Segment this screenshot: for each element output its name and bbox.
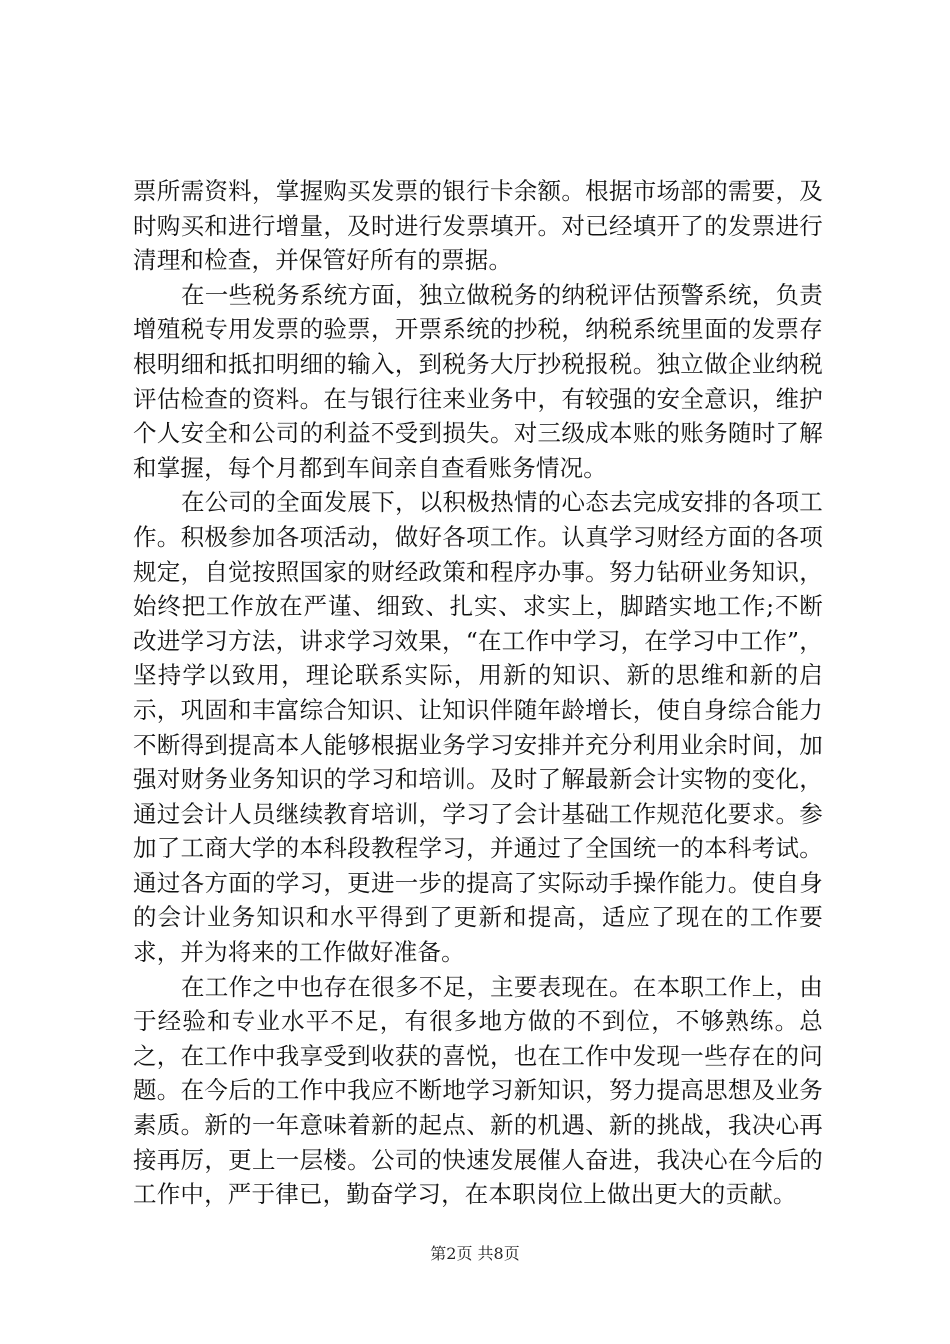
paragraph-development-learning: 在公司的全面发展下，以积极热情的心态去完成安排的各项工作。积极参加各项活动，做好各项工作。认真学习财经方面的各项规定，自觉按照国家的财经政策和程序办事。努力钻研业务知识，始终把工作放在严谨、细致、扎实、求实上，脚踏实地工作;不断改进学习方法，讲求学习效果，“在工作中学习，在学习中工作”，坚持学以致用，理论联系实际，用新的知识、新的思维和新的启示，巩固和丰富综合知识、让知识伴随年龄增长，使自身综合能力不断得到提高本人能够根据业务学习安排并充分利用业余时间，加强对财务业务知识的学习和培训。及时了解最新会计实物的变化，通过会计人员继续教育培训，学习了会计基础工作规范化要求。参加了工商大学的本科段教程学习，并通过了全国统一的本科考试。通过各方面的学习，更进一步的提高了实际动手操作能力。使自身的会计业务知识和水平得到了更新和提高，适应了现在的工作要求，并为将来的工作做好准备。 [133, 488, 823, 967]
page-number-footer: 第2页 共8页 [430, 1244, 520, 1263]
document-body [133, 174, 823, 1212]
paragraph-tax-system: 在一些税务系统方面，独立做税务的纳税评估预警系统，负责增殖税专用发票的验票，开票系统的抄税，纳税系统里面的发票存根明细和抵扣明细的输入，到税务大厅抄税报税。独立做企业纳税评估检查的资料。在与银行往来业务中，有较强的安全意识，维护个人安全和公司的利益不受到损失。对三级成本账的账务随时了解和掌握，每个月都到车间亲自查看账务情况。 [133, 280, 823, 482]
paragraph-shortcomings: 在工作之中也存在很多不足，主要表现在。在本职工作上，由于经验和专业水平不足，有很多地方做的不到位，不够熟练。总之，在工作中我享受到收获的喜悦，也在工作中发现一些存在的问题。在今后的工作中我应不断地学习新知识，努力提高思想及业务素质。新的一年意味着新的起点、新的机遇、新的挑战，我决心再接再厉，更上一层楼。公司的快速发展催人奋进，我决心在今后的工作中，严于律已，勤奋学习，在本职岗位上做出更大的贡献。 [133, 972, 823, 1209]
paragraph-continued: 票所需资料，掌握购买发票的银行卡余额。根据市场部的需要，及时购买和进行增量，及时进行发票填开。对已经填开了的发票进行清理和检查，并保管好所有的票据。 [133, 177, 823, 275]
